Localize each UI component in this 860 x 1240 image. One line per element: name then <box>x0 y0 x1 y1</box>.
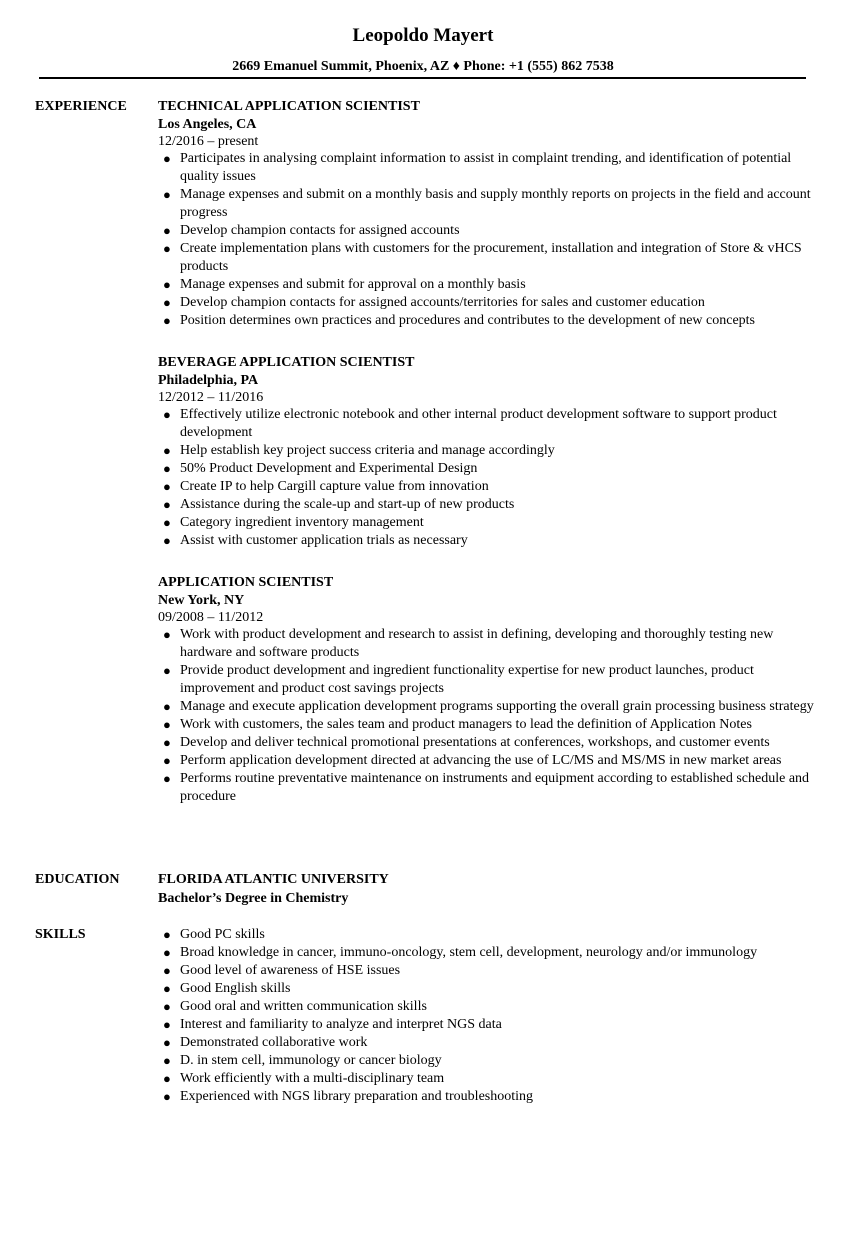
job-entry <box>158 98 818 330</box>
bullet-icon: ● <box>163 223 171 238</box>
bullet-text: 50% Product Development and Experimental Design <box>180 461 478 476</box>
bullet-item <box>158 532 818 550</box>
bullet-item <box>158 752 818 770</box>
bullet-icon: ● <box>163 313 171 328</box>
bullet-text: Work with customers, the sales team and product managers to lead the definition of Application Notes <box>180 717 752 732</box>
job-location: Los Angeles, CA <box>158 117 257 132</box>
section-label-education: EDUCATION <box>35 872 120 887</box>
skill-text: D. in stem cell, immunology or cancer biology <box>180 1053 442 1068</box>
bullet-item <box>158 186 818 222</box>
job-bullets <box>158 150 818 330</box>
bullet-text: Work with product development and research to assist in defining, developing and thoroughly testing new hardware and software products <box>180 627 774 660</box>
bullet-text: Position determines own practices and procedures and contributes to the development of new concepts <box>180 313 755 328</box>
bullet-text: Create implementation plans with customers for the procurement, installation and integration of Store & vHCS products <box>180 241 802 274</box>
skill-text: Good PC skills <box>180 927 265 942</box>
bullet-icon: ● <box>163 497 171 512</box>
skill-text: Broad knowledge in cancer, immuno-oncology, stem cell, development, neurology and/or immunology <box>180 945 758 960</box>
bullet-icon: ● <box>163 1035 171 1050</box>
bullet-icon: ● <box>163 295 171 310</box>
bullet-text: Provide product development and ingredient functionality expertise for new product launches, product improvement and product cost savings projects <box>180 663 754 696</box>
bullet-item <box>158 240 818 276</box>
bullet-item <box>158 698 818 716</box>
bullet-item <box>158 460 818 478</box>
bullet-text: Manage expenses and submit on a monthly basis and supply monthly reports on projects in the field and account progress <box>180 187 811 220</box>
experience-list <box>158 98 818 830</box>
skill-item <box>158 926 818 944</box>
job-dates: 12/2012 – 11/2016 <box>158 390 264 405</box>
bullet-icon: ● <box>163 479 171 494</box>
bullet-icon: ● <box>163 717 171 732</box>
skill-item <box>158 998 818 1016</box>
job-entry <box>158 354 818 550</box>
bullet-text: Participates in analysing complaint information to assist in complaint trending, and identification of potential quality issues <box>180 151 792 184</box>
bullet-text: Develop and deliver technical promotional presentations at conferences, workshops, and customer events <box>180 735 770 750</box>
bullet-text: Create IP to help Cargill capture value from innovation <box>180 479 489 494</box>
job-location: Philadelphia, PA <box>158 373 259 388</box>
bullet-icon: ● <box>163 187 171 202</box>
bullet-item <box>158 716 818 734</box>
bullet-text: Effectively utilize electronic notebook and other internal product development software to support product development <box>180 407 777 440</box>
bullet-text: Assistance during the scale-up and start-up of new products <box>180 497 515 512</box>
bullet-icon: ● <box>163 1053 171 1068</box>
skill-text: Good English skills <box>180 981 291 996</box>
bullet-icon: ● <box>163 627 171 642</box>
bullet-item <box>158 734 818 752</box>
bullet-item <box>158 222 818 240</box>
job-dates: 12/2016 – present <box>158 134 259 149</box>
bullet-text: Develop champion contacts for assigned accounts/territories for sales and customer education <box>180 295 705 310</box>
job-bullets <box>158 626 818 806</box>
bullet-item <box>158 478 818 496</box>
bullet-item <box>158 294 818 312</box>
skill-text: Interest and familiarity to analyze and interpret NGS data <box>180 1017 502 1032</box>
bullet-text: Perform application development directed at advancing the use of LC/MS and MS/MS in new market areas <box>180 753 782 768</box>
job-dates: 09/2008 – 11/2012 <box>158 610 264 625</box>
bullet-text: Develop champion contacts for assigned accounts <box>180 223 460 238</box>
job-location: New York, NY <box>158 593 245 608</box>
bullet-icon: ● <box>163 945 171 960</box>
bullet-icon: ● <box>163 699 171 714</box>
bullet-icon: ● <box>163 981 171 996</box>
job-title: TECHNICAL APPLICATION SCIENTIST <box>158 99 420 114</box>
bullet-item <box>158 496 818 514</box>
bullet-item <box>158 626 818 662</box>
skill-text: Work efficiently with a multi-disciplinary team <box>180 1071 445 1086</box>
bullet-icon: ● <box>163 241 171 256</box>
bullet-item <box>158 514 818 532</box>
section-label-experience: EXPERIENCE <box>35 99 127 114</box>
bullet-item <box>158 276 818 294</box>
bullet-item <box>158 662 818 698</box>
bullet-icon: ● <box>163 771 171 786</box>
skill-item <box>158 1016 818 1034</box>
bullet-icon: ● <box>163 151 171 166</box>
section-label-skills: SKILLS <box>35 927 86 942</box>
education-entry <box>158 871 818 909</box>
bullet-item <box>158 406 818 442</box>
bullet-icon: ● <box>163 533 171 548</box>
resume-name: Leopoldo Mayert <box>352 25 494 46</box>
skill-text: Demonstrated collaborative work <box>180 1035 368 1050</box>
bullet-icon: ● <box>163 1017 171 1032</box>
bullet-icon: ● <box>163 461 171 476</box>
bullet-icon: ● <box>163 753 171 768</box>
bullet-item <box>158 150 818 186</box>
bullet-icon: ● <box>163 407 171 422</box>
skills-list-wrap <box>158 926 818 1106</box>
bullet-item <box>158 312 818 330</box>
skill-text: Experienced with NGS library preparation and troubleshooting <box>180 1089 534 1104</box>
bullet-text: Performs routine preventative maintenance on instruments and equipment according to established schedule and procedure <box>180 771 810 804</box>
bullet-icon: ● <box>163 663 171 678</box>
bullet-text: Manage and execute application development programs supporting the overall grain processing business strategy <box>180 699 814 714</box>
bullet-icon: ● <box>163 515 171 530</box>
job-title: BEVERAGE APPLICATION SCIENTIST <box>158 355 415 370</box>
bullet-text: Help establish key project success criteria and manage accordingly <box>180 443 555 458</box>
skill-item <box>158 944 818 962</box>
job-title: APPLICATION SCIENTIST <box>158 575 334 590</box>
bullet-icon: ● <box>163 999 171 1014</box>
skill-item <box>158 1052 818 1070</box>
header-divider <box>39 77 806 79</box>
bullet-icon: ● <box>163 927 171 942</box>
bullet-icon: ● <box>163 443 171 458</box>
bullet-icon: ● <box>163 1071 171 1086</box>
bullet-icon: ● <box>163 735 171 750</box>
contact-line: 2669 Emanuel Summit, Phoenix, AZ ♦ Phone: +1 (555) 862 7538 <box>232 59 614 74</box>
skill-text: Good oral and written communication skills <box>180 999 427 1014</box>
school-name: FLORIDA ATLANTIC UNIVERSITY <box>158 872 389 887</box>
bullet-text: Category ingredient inventory management <box>180 515 424 530</box>
skill-text: Good level of awareness of HSE issues <box>180 963 401 978</box>
bullet-icon: ● <box>163 963 171 978</box>
skill-item <box>158 1070 818 1088</box>
bullet-icon: ● <box>163 1089 171 1104</box>
job-bullets <box>158 406 818 550</box>
skill-item <box>158 1034 818 1052</box>
job-entry <box>158 574 818 806</box>
skills-list <box>158 926 818 1106</box>
skill-item <box>158 980 818 998</box>
skill-item <box>158 1088 818 1106</box>
bullet-text: Assist with customer application trials as necessary <box>180 533 468 548</box>
bullet-item <box>158 442 818 460</box>
bullet-icon: ● <box>163 277 171 292</box>
bullet-text: Manage expenses and submit for approval on a monthly basis <box>180 277 526 292</box>
degree: Bachelor’s Degree in Chemistry <box>158 891 349 906</box>
bullet-item <box>158 770 818 806</box>
skill-item <box>158 962 818 980</box>
